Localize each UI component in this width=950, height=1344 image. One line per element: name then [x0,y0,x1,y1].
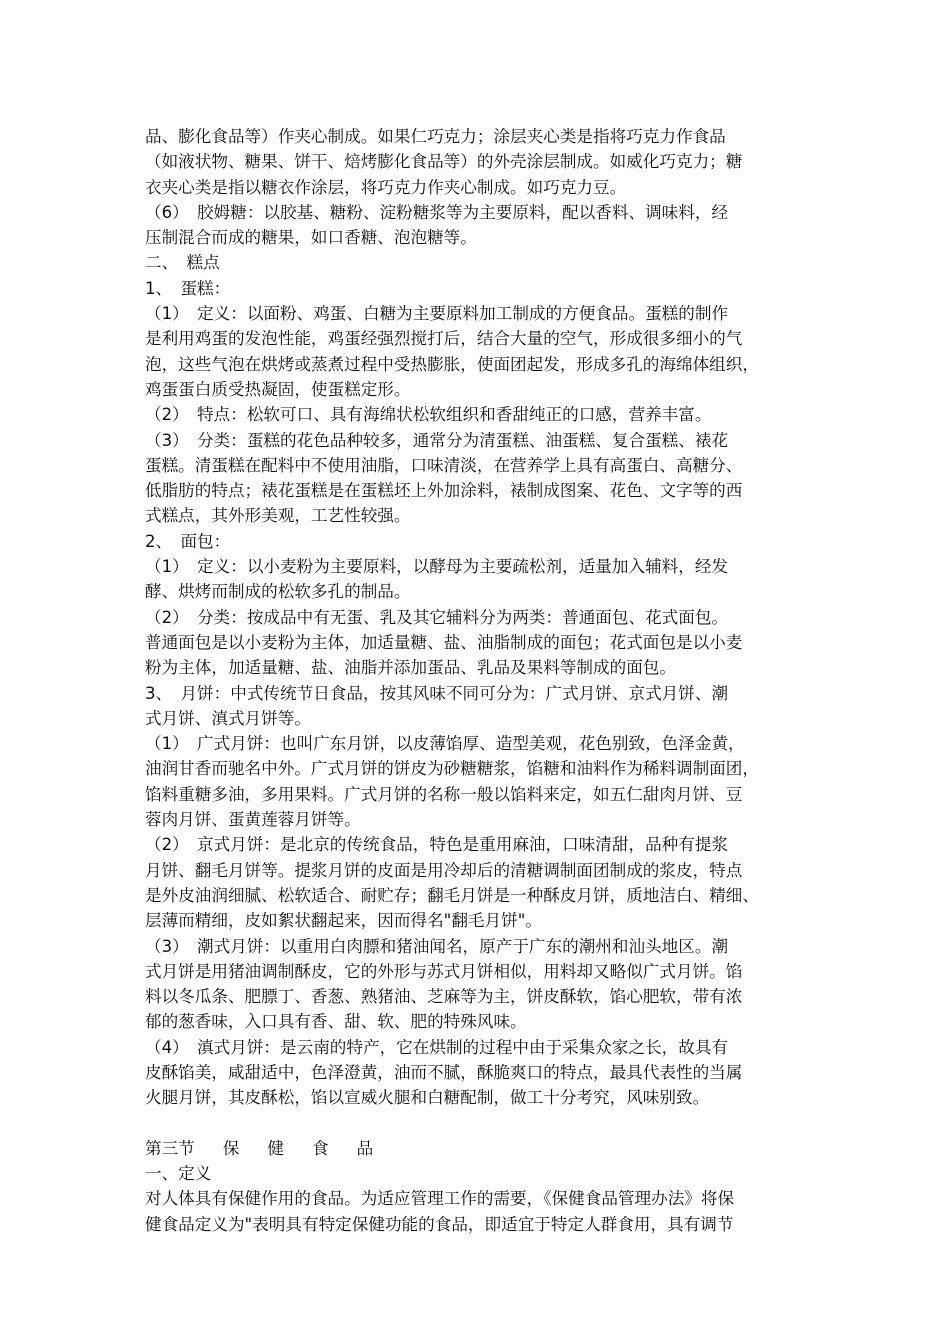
text-line: （1） 定义：以面粉、鸡蛋、白糖为主要原料加工制成的方便食品。蛋糕的制作 [145,304,729,324]
text-line: 火腿月饼，其皮酥松，馅以宣威火腿和白糖配制，做工十分考究，风味别致。 [145,1088,710,1108]
text-line: （3） 潮式月饼：以重用白肉膘和猪油闻名，原产于广东的潮州和汕头地区。潮 [145,936,729,956]
text-line: 衣夹心类是指以糖衣作涂层，将巧克力作夹心制成。如巧克力豆。 [145,177,627,197]
section-number: 第三节 [145,1138,195,1158]
section-title-char: 食 [311,1138,329,1158]
text-line: （2） 特点：松软可口、具有海绵状松软组织和香甜纯正的口感，营养丰富。 [145,405,712,425]
text-line: 馅料重糖多油，多用果料。广式月饼的名称一般以馅料来定，如五仁甜肉月饼、豆 [145,784,743,804]
section-heading-cakes: 二、 糕点 [145,253,220,273]
text-line: （2） 京式月饼：是北京的传统食品，特色是重用麻油，口味清甜，品种有提浆 [145,835,729,855]
text-line: （1） 广式月饼：也叫广东月饼，以皮薄馅厚、造型美观，花色别致，色泽金黄， [145,734,745,754]
subheading-definition: 一、定义 [145,1164,212,1184]
body-text [145,124,810,1111]
text-line: （2） 分类：按成品中有无蛋、乳及其它辅料分为两类：普通面包、花式面包。 [145,607,729,627]
subheading-bread: 2、 面包： [145,531,231,551]
text-line: 式月饼是用猪油调制酥皮，它的外形与苏式月饼相似，用料却又略似广式月饼。馅 [145,961,743,981]
section-title-char: 品 [356,1138,374,1158]
text-line: （4） 滇式月饼：是云南的特产，它在烘制的过程中由于采集众家之长，故具有 [145,1037,729,1057]
text-line: 蛋糕。清蛋糕在配料中不使用油脂，口味清淡，在营养学上具有高蛋白、高糖分、 [145,455,743,475]
text-line: 料以冬瓜条、肥膘丁、香葱、熟猪油、芝麻等为主，饼皮酥软，馅心肥软，带有浓 [145,987,743,1007]
text-line: 酵、烘烤而制成的松软多孔的制品。 [145,582,411,602]
text-line: 普通面包是以小麦粉为主体，加适量糖、盐、油脂制成的面包；花式面包是以小麦 [145,632,743,652]
text-line: 泡，这些气泡在烘烤或蒸煮过程中受热膨胀，使面团起发，形成多孔的海绵体组织， [145,354,759,374]
text-line: 皮酥馅美，咸甜适中，色泽澄黄，油而不腻，酥脆爽口的特点，最具代表性的当属 [145,1062,743,1082]
text-line: 低脂肪的特点；裱花蛋糕是在蛋糕坯上外加涂料，裱制成图案、花色、文字等的西 [145,481,743,501]
text-line: 油润甘香而驰名中外。广式月饼的饼皮为砂糖糖浆，馅糖和油料作为稀料调制面团， [145,759,759,779]
subheading-mooncake: 3、 月饼：中式传统节日食品，按其风味不同可分为：广式月饼、京式月饼、潮 [145,683,729,703]
text-line: （6） 胶姆糖：以胶基、糖粉、淀粉糖浆等为主要原料，配以香料、调味料，经 [145,202,729,222]
text-line: 粉为主体，加适量糖、盐、油脂并添加蛋品、乳品及果料等制成的面包。 [145,658,676,678]
document-page [145,124,810,1237]
section-body [145,1161,810,1237]
text-line: 是外皮油润细腻、松软适合、耐贮存；翻毛月饼是一种酥皮月饼，质地洁白、精细、 [145,885,759,905]
text-line: （3） 分类：蛋糕的花色品种较多，通常分为清蛋糕、油蛋糕、复合蛋糕、裱花 [145,430,729,450]
text-line: 压制混合而成的糖果，如口香糖、泡泡糖等。 [145,228,477,248]
subheading-cake: 1、 蛋糕： [145,278,231,298]
text-line: （1） 定义：以小麦粉为主要原料，以酵母为主要疏松剂，适量加入辅料，经发 [145,557,729,577]
text-line: 层薄而精细，皮如絮状翻起来，因而得名"翻毛月饼"。 [145,911,542,931]
text-line: 月饼、翻毛月饼等。提浆月饼的皮面是用冷却后的清糖调制面团制成的浆皮，特点 [145,860,743,880]
section-heading [145,1136,810,1161]
text-line: 对人体具有保健作用的食品。为适应管理工作的需要，《保健食品管理办法》将保 [145,1189,735,1209]
text-line: 式糕点，其外形美观，工艺性较强。 [145,506,411,526]
blank-line [145,1111,810,1136]
text-line: 蓉肉月饼、蛋黄莲蓉月饼等。 [145,810,361,830]
text-line: 郁的葱香味，入口具有香、甜、软、肥的特殊风味。 [145,1012,527,1032]
text-line: 是利用鸡蛋的发泡性能，鸡蛋经强烈搅打后，结合大量的空气，形成很多细小的气 [145,329,743,349]
text-line: 健食品定义为"表明具有特定保健功能的食品，即适宜于特定人群食用，具有调节 [145,1214,734,1234]
text-line: 式月饼、滇式月饼等。 [145,708,311,728]
section-title-char: 保 [222,1138,240,1158]
text-line: 品、膨化食品等）作夹心制成。如果仁巧克力；涂层夹心类是指将巧克力作食品 [145,127,726,146]
text-line: 鸡蛋蛋白质受热凝固，使蛋糕定形。 [145,379,411,399]
section-title-char: 健 [267,1138,284,1158]
text-line: （如液状物、糖果、饼干、焙烤膨化食品等）的外壳涂层制成。如威化巧克力；糖 [145,152,743,172]
